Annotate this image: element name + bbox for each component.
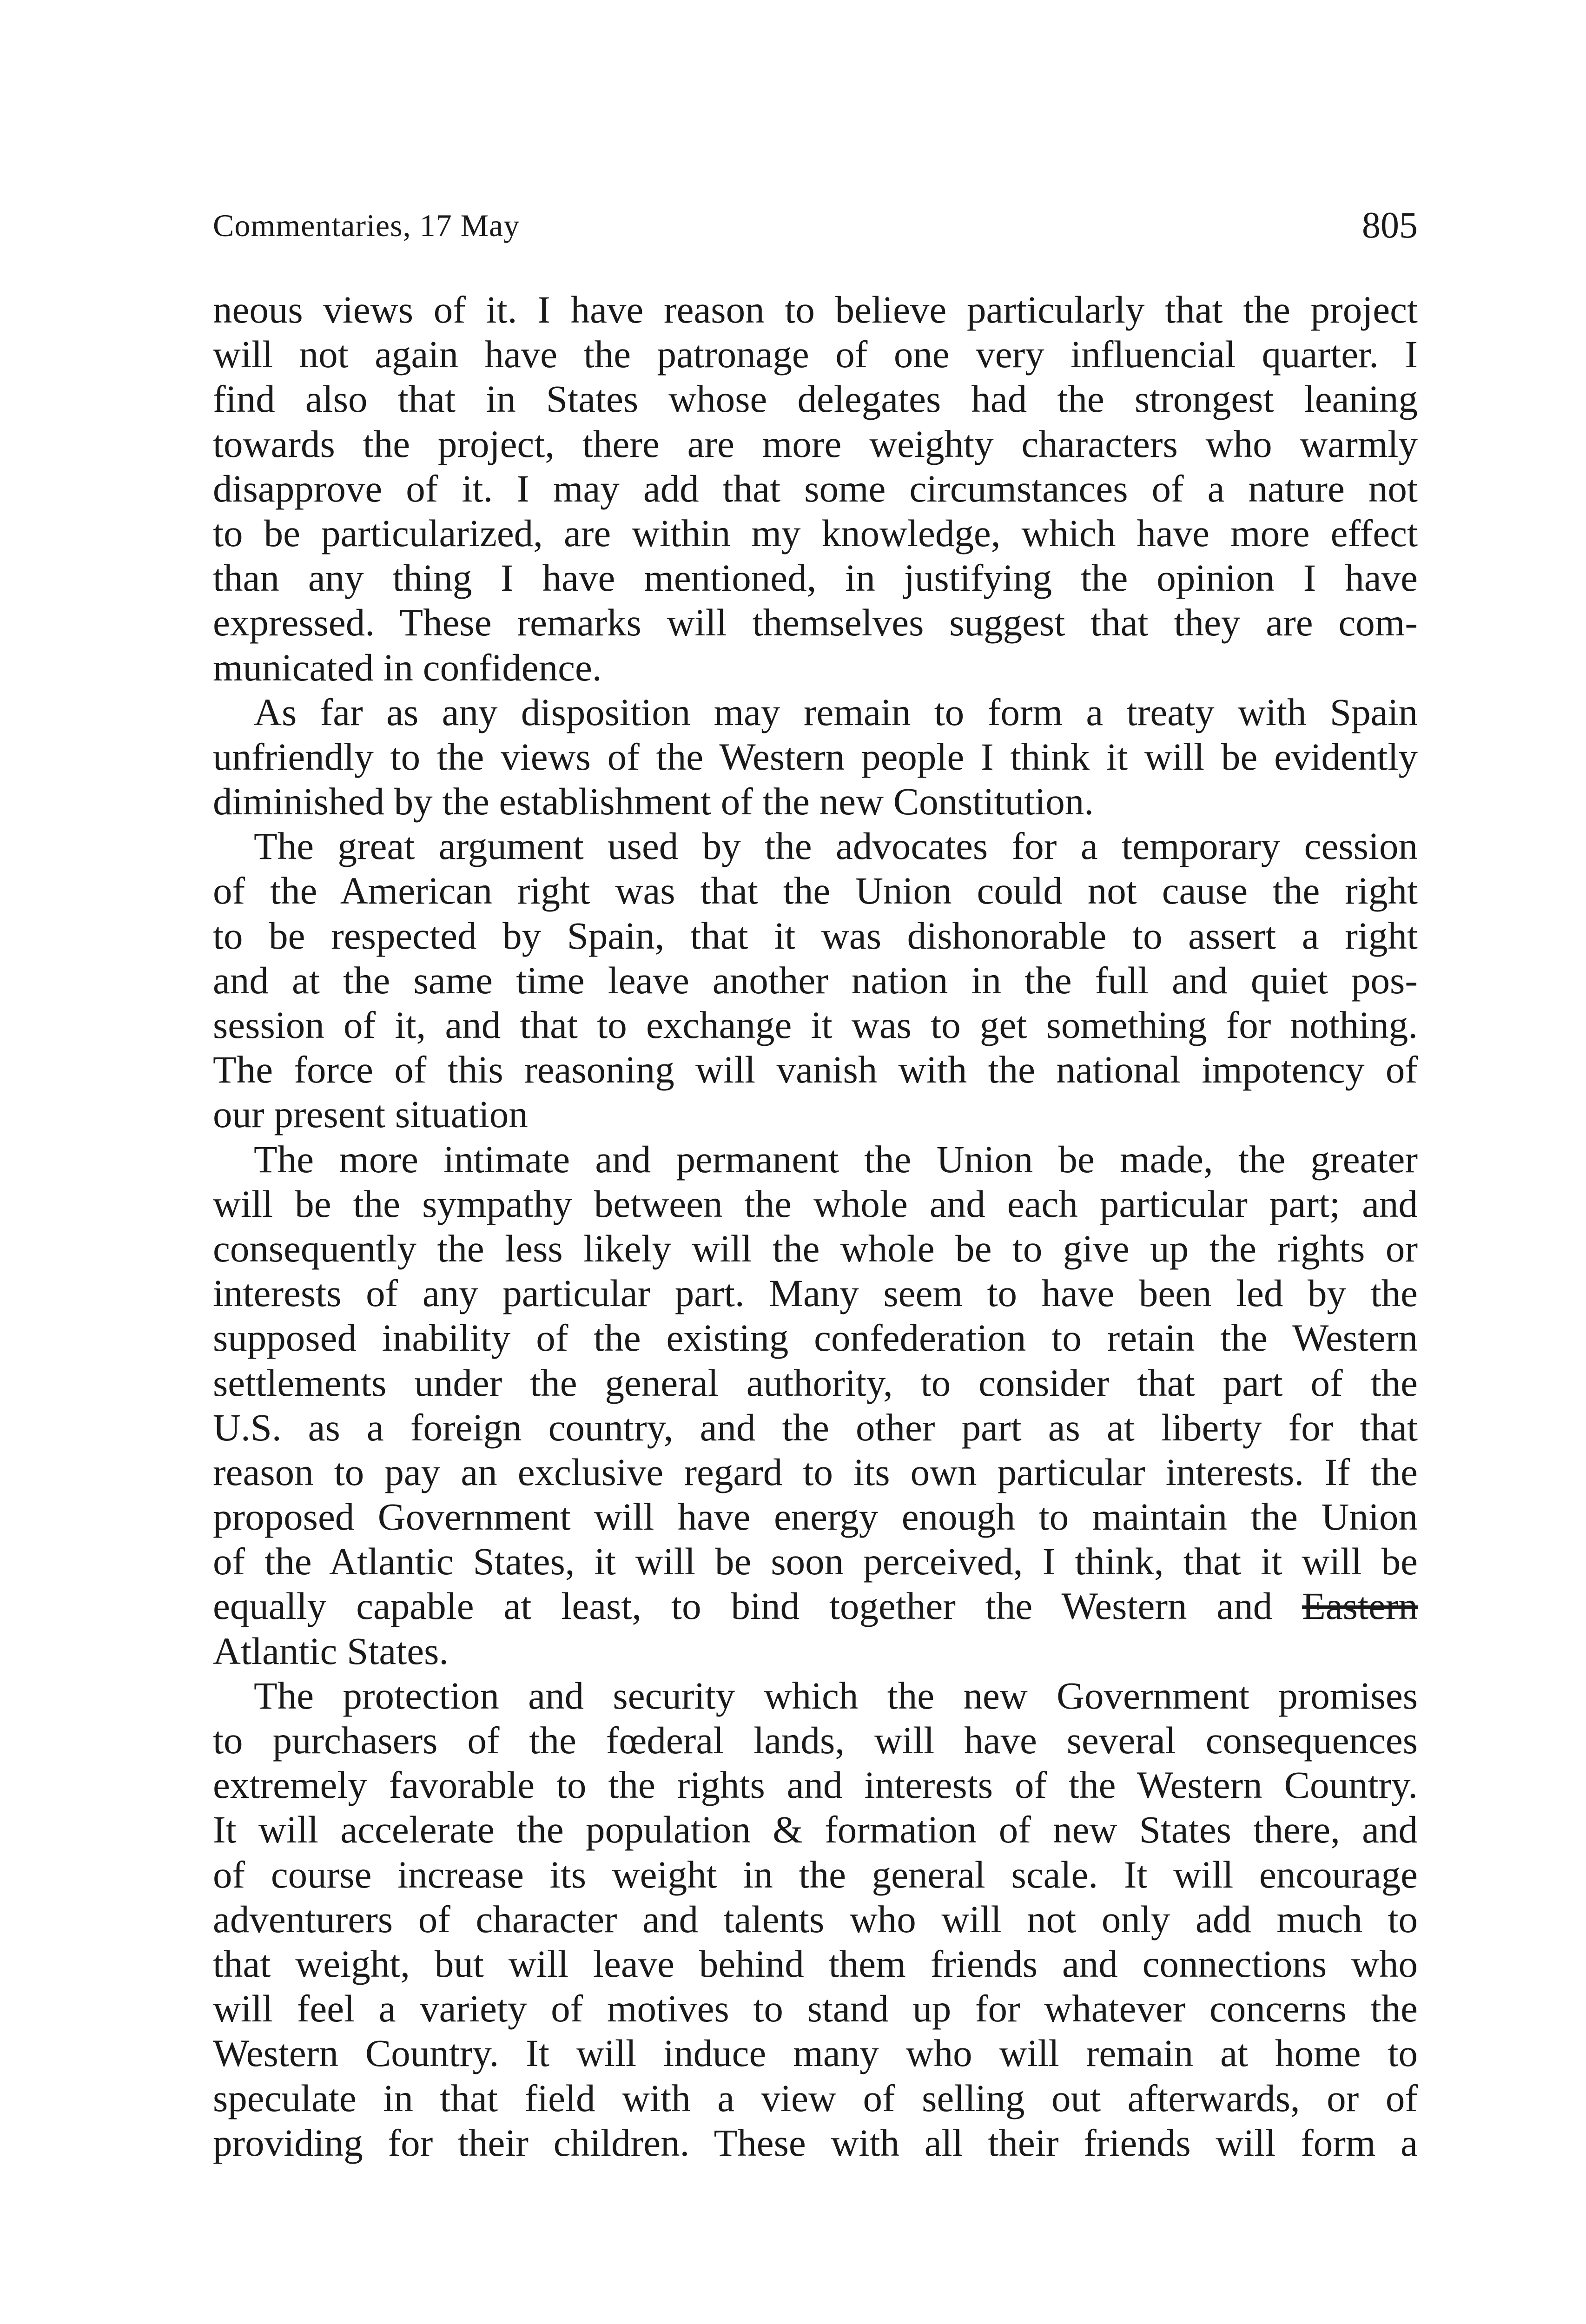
text-segment: equally capable at least, to bind together the Western and xyxy=(213,1585,1273,1628)
text-line: to be respected by Spain, that it was dishonorable to assert a right xyxy=(213,914,1418,957)
text-line: providing for their children. These with all their friends will form a xyxy=(213,2121,1418,2164)
text-line: will feel a variety of motives to stand up for whatever concerns the xyxy=(213,1987,1418,2030)
text-line: consequently the less likely will the whole be to give up the rights or xyxy=(213,1227,1418,1270)
text-line: session of it, and that to exchange it was to get something for nothing. xyxy=(213,1004,1418,1046)
text-line: of the American right was that the Union could not cause the right xyxy=(213,869,1418,912)
text-line: The protection and security which the new Government promises xyxy=(254,1674,1418,1717)
body-text xyxy=(213,287,1418,2165)
text-line: U.S. as a foreign country, and the other part as at liberty for that xyxy=(213,1406,1418,1449)
text-line: The force of this reasoning will vanish with the national impotency of xyxy=(213,1048,1418,1091)
text-line: Western Country. It will induce many who will remain at home to xyxy=(213,2032,1418,2075)
text-line: neous views of it. I have reason to believe particularly that the project xyxy=(213,288,1418,331)
text-line: The great argument used by the advocates for a temporary cession xyxy=(254,825,1418,868)
text-line xyxy=(213,1584,1418,1628)
text-line: our present situation xyxy=(213,1093,528,1136)
text-line: will not again have the patronage of one very influencial quarter. I xyxy=(213,333,1418,376)
running-head: Commentaries, 17 May xyxy=(213,208,520,243)
text-line: supposed inability of the existing confederation to retain the Western xyxy=(213,1316,1418,1360)
text-line: As far as any disposition may remain to form a treaty with Spain xyxy=(254,690,1418,733)
text-line: and at the same time leave another nation in the full and quiet pos- xyxy=(213,958,1418,1002)
text-line: find also that in States whose delegates had the strongest leaning xyxy=(213,377,1418,421)
text-line: adventurers of character and talents who will not only add much to xyxy=(213,1897,1418,1941)
text-line: to be particularized, are within my knowledge, which have more effect xyxy=(213,511,1418,555)
text-line: interests of any particular part. Many seem to have been led by the xyxy=(213,1272,1418,1315)
text-line: that weight, but will leave behind them friends and connections who xyxy=(213,1942,1418,1985)
text-line: will be the sympathy between the whole and each particular part; and xyxy=(213,1182,1418,1225)
text-line: of the Atlantic States, it will be soon perceived, I think, that it will be xyxy=(213,1540,1418,1583)
text-line: disapprove of it. I may add that some circumstances of a nature not xyxy=(213,467,1418,510)
paragraph xyxy=(213,1673,1418,2165)
text-line: The more intimate and permanent the Union be made, the greater xyxy=(254,1137,1418,1181)
text-line: Atlantic States. xyxy=(213,1629,449,1672)
text-line: reason to pay an exclusive regard to its own particular interests. If the xyxy=(213,1450,1418,1493)
struck-word: Eastern xyxy=(1302,1585,1418,1628)
paragraph xyxy=(213,824,1418,1136)
text-line: proposed Government will have energy enough to maintain the Union xyxy=(213,1495,1418,1538)
text-line: extremely favorable to the rights and interests of the Western Country. xyxy=(213,1763,1418,1807)
paragraph xyxy=(213,287,1418,690)
text-line: unfriendly to the views of the Western people I think it will be evidently xyxy=(213,735,1418,778)
text-line: diminished by the establishment of the new Constitution. xyxy=(213,780,1094,823)
text-line: settlements under the general authority, to consider that part of the xyxy=(213,1361,1418,1404)
text-line: to purchasers of the fœderal lands, will have several consequences xyxy=(213,1719,1418,1762)
page-number: 805 xyxy=(1362,205,1418,246)
text-line: municated in confidence. xyxy=(213,646,602,689)
text-line: of course increase its weight in the general scale. It will encourage xyxy=(213,1853,1418,1896)
page-header xyxy=(213,200,1418,251)
text-line: towards the project, there are more weighty characters who warmly xyxy=(213,422,1418,465)
text-line: expressed. These remarks will themselves suggest that they are com- xyxy=(213,601,1418,644)
text-line: It will accelerate the population & formation of new States there, and xyxy=(213,1808,1418,1851)
paragraph xyxy=(213,690,1418,824)
paragraph xyxy=(213,1137,1418,1673)
text-line: speculate in that field with a view of selling out afterwards, or of xyxy=(213,2076,1418,2119)
text-line: than any thing I have mentioned, in justifying the opinion I have xyxy=(213,556,1418,600)
